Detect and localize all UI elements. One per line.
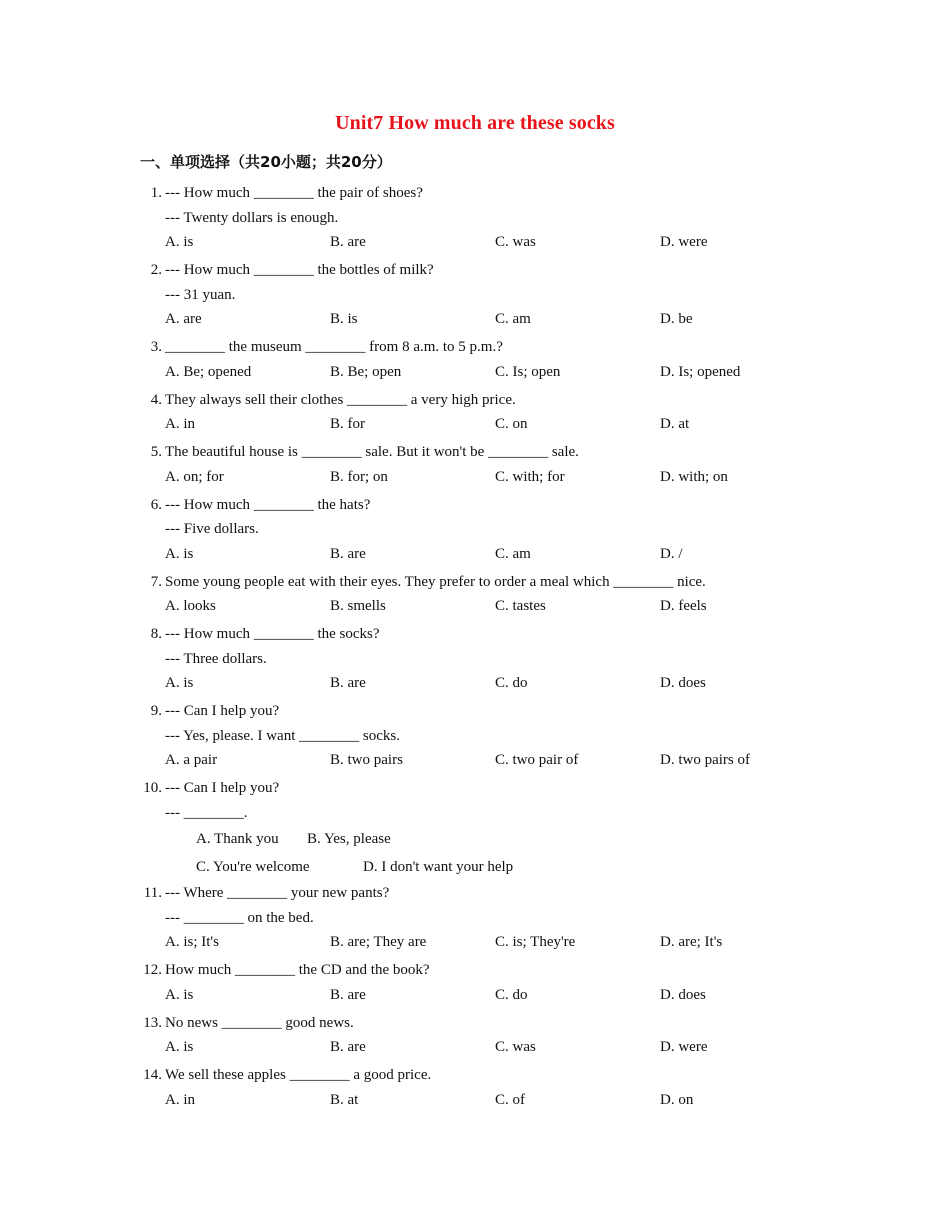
- question-number: 2.: [150, 262, 162, 278]
- option-d: D. on: [660, 1091, 694, 1108]
- question-text: How much ________ the CD and the book?: [165, 962, 430, 978]
- option-c: C. was: [495, 234, 536, 250]
- question-number: 9.: [150, 703, 162, 719]
- option-b: B. smells: [330, 598, 386, 614]
- option-a: A. is: [165, 986, 194, 1003]
- question-text: No news ________ good news.: [165, 1014, 354, 1031]
- option-a: A. looks: [165, 598, 216, 614]
- option-c: C. was: [495, 1039, 536, 1055]
- option-a: A. is; It's: [165, 934, 219, 950]
- question-10: [0, 776, 950, 881]
- option-b: B. two pairs: [330, 752, 403, 768]
- option-d: D. were: [660, 234, 708, 250]
- question-number: 10.: [143, 780, 162, 796]
- option-c: C. am: [495, 311, 531, 327]
- option-b: B. is: [330, 311, 358, 327]
- question-4: [0, 388, 950, 437]
- question-6: [0, 493, 950, 567]
- option-c: C. tastes: [495, 598, 546, 614]
- question-text: --- Three dollars.: [165, 650, 267, 667]
- option-d: D. be: [660, 311, 693, 327]
- question-number: 14.: [143, 1067, 162, 1083]
- question-12: [0, 958, 950, 1007]
- option-c: C. am: [495, 545, 531, 562]
- question-number: 11.: [143, 885, 162, 901]
- option-d: D. Is; opened: [660, 363, 741, 380]
- question-text: --- Can I help you?: [165, 703, 280, 719]
- question-text: The beautiful house is ________ sale. But it won't be ________ sale.: [165, 444, 579, 460]
- question-text: They always sell their clothes ________ a very high price.: [165, 391, 516, 408]
- option-b: B. are: [330, 986, 366, 1003]
- question-2: [0, 258, 950, 332]
- option-c: C. two pair of: [495, 752, 579, 768]
- option-b: B. are: [330, 545, 366, 562]
- question-7: [0, 570, 950, 619]
- question-text: --- How much ________ the pair of shoes?: [165, 185, 423, 201]
- page-title: Unit7 How much are these socks: [335, 112, 615, 134]
- question-number: 13.: [143, 1014, 162, 1031]
- question-list: [0, 181, 950, 1112]
- option-d: D. with; on: [660, 468, 728, 485]
- option-b: B. Yes, please: [307, 831, 391, 847]
- question-number: 4.: [150, 391, 162, 408]
- question-text: --- ________ on the bed.: [165, 909, 314, 926]
- option-b: B. are; They are: [330, 934, 427, 950]
- option-b: B. Be; open: [330, 363, 402, 380]
- question-text: ________ the museum ________ from 8 a.m. to 5 p.m.?: [165, 339, 503, 355]
- option-c: C. is; They're: [495, 934, 576, 950]
- option-c: C. do: [495, 675, 528, 691]
- question-8: [0, 622, 950, 696]
- option-a: A. a pair: [165, 752, 218, 768]
- question-text: --- Yes, please. I want ________ socks.: [165, 727, 400, 744]
- option-a: A. Thank you: [196, 831, 279, 847]
- option-a: A. is: [165, 675, 194, 691]
- option-d: D. at: [660, 416, 690, 432]
- question-text: --- Where ________ your new pants?: [165, 885, 390, 901]
- option-c: C. do: [495, 986, 528, 1003]
- option-a: A. in: [165, 1091, 195, 1108]
- question-text: --- How much ________ the hats?: [165, 496, 371, 513]
- question-text: --- How much ________ the socks?: [165, 626, 380, 642]
- question-number: 5.: [150, 444, 162, 460]
- question-13: [0, 1011, 950, 1060]
- option-b: B. are: [330, 675, 366, 691]
- question-text: --- ________.: [165, 804, 248, 821]
- option-a: A. Be; opened: [165, 363, 252, 380]
- question-11: [0, 881, 950, 955]
- question-number: 8.: [150, 626, 162, 642]
- question-9: [0, 699, 950, 773]
- question-1: [0, 181, 950, 255]
- question-number: 12.: [143, 962, 162, 978]
- option-b: B. are: [330, 1039, 366, 1055]
- question-text: --- 31 yuan.: [165, 286, 236, 303]
- option-d: D. were: [660, 1039, 708, 1055]
- option-d: D. feels: [660, 598, 707, 614]
- option-d: D. /: [660, 545, 683, 562]
- question-3: [0, 335, 950, 384]
- question-number: 3.: [150, 339, 162, 355]
- option-b: B. at: [330, 1091, 359, 1108]
- question-text: --- Five dollars.: [165, 521, 259, 537]
- question-14: [0, 1063, 950, 1112]
- question-text: We sell these apples ________ a good price.: [165, 1067, 432, 1083]
- option-a: A. is: [165, 234, 194, 250]
- question-text: --- Twenty dollars is enough.: [165, 209, 339, 226]
- question-text: Some young people eat with their eyes. They prefer to order a meal which ________ nice.: [165, 573, 706, 590]
- option-b: B. for; on: [330, 468, 388, 485]
- option-a: A. are: [165, 311, 202, 327]
- section-heading: 一、单项选择（共20小题；共20分）: [140, 153, 392, 171]
- option-d: D. does: [660, 675, 706, 691]
- question-number: 6.: [150, 496, 162, 513]
- option-c: C. You're welcome: [196, 859, 310, 875]
- option-a: A. on; for: [165, 468, 224, 485]
- question-number: 7.: [150, 573, 162, 590]
- option-b: B. are: [330, 234, 366, 250]
- option-d: D. are; It's: [660, 934, 723, 950]
- option-a: A. is: [165, 1039, 194, 1055]
- option-d: D. I don't want your help: [363, 859, 514, 875]
- option-d: D. does: [660, 986, 706, 1003]
- option-c: C. on: [495, 416, 528, 432]
- option-c: C. of: [495, 1091, 525, 1108]
- question-5: [0, 440, 950, 489]
- option-b: B. for: [330, 416, 365, 432]
- option-a: A. in: [165, 416, 195, 432]
- option-c: C. Is; open: [495, 363, 561, 380]
- option-a: A. is: [165, 545, 194, 562]
- option-c: C. with; for: [495, 468, 565, 485]
- question-text: --- How much ________ the bottles of milk?: [165, 262, 434, 278]
- question-text: --- Can I help you?: [165, 780, 280, 796]
- question-number: 1.: [150, 185, 162, 201]
- option-d: D. two pairs of: [660, 752, 750, 768]
